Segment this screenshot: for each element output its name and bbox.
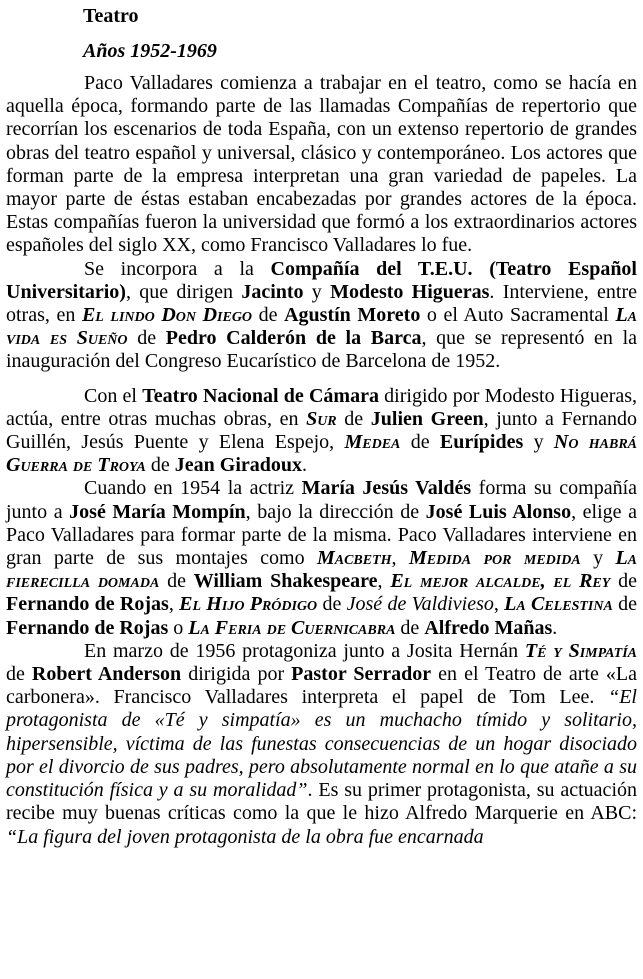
text-run: . Es su primer protagonista, su actuación recibe muy buenas críticas como la que le hizo Alfredo Marquerie en ABC: bbox=[6, 779, 637, 825]
bold-name: Julien Green bbox=[370, 407, 484, 430]
text-run: Se incorpora a la bbox=[84, 257, 271, 280]
text-run: , que se representó en la inauguración del Congreso Eucarístico de Barcelona de 1952. bbox=[6, 327, 638, 373]
text-run: de bbox=[145, 454, 175, 477]
text-run: de bbox=[127, 327, 166, 350]
paragraph-teu bbox=[6, 258, 637, 374]
text-run: de bbox=[159, 570, 194, 593]
text-run: . Interviene, entre otras, en bbox=[6, 280, 637, 327]
bold-name: William Shakespeare bbox=[193, 570, 378, 593]
work-title: El Hijo Pródigo bbox=[179, 593, 318, 616]
text-run: Paco Valladares comienza a trabajar en el teatro, como se hacía en aquella época, formando parte de las llamadas Compañías de repertorio que recorrían los escenarios de toda España, con un extenso repertorio de grandes obras del teatro español y universal, clásico y contemporáneo. Los actores que forman parte de la empresa interpretan una gran variedad de papeles. La mayor parte de éstas estaban encabezadas por grandes actores de la época. Estas compañías fueron la universidad que formó a los extraordinarios actores españoles del siglo XX, como Francisco Valladares lo fue. bbox=[6, 72, 637, 257]
text-run: , bbox=[391, 547, 409, 570]
bold-name: Modesto Higueras bbox=[330, 280, 490, 303]
text-run: dirigido por Modesto Higueras, actúa, entre otras muchas obras, en bbox=[6, 384, 638, 430]
bold-name: Jacinto bbox=[241, 280, 304, 303]
paragraph-intro bbox=[6, 72, 637, 258]
text-run: y bbox=[523, 431, 554, 454]
text-run: de bbox=[612, 593, 637, 616]
text-run: , bbox=[377, 570, 391, 593]
work-title: Macbeth bbox=[316, 547, 392, 570]
text-run: de bbox=[400, 431, 440, 454]
text-run: Con el bbox=[84, 384, 143, 407]
bold-name: José María Mompín bbox=[69, 500, 246, 523]
text-run: de bbox=[317, 593, 347, 616]
italic-text: José de Valdivieso bbox=[346, 593, 494, 616]
text-run: Cuando en 1954 la actriz bbox=[84, 477, 302, 500]
period-title: Años 1952-1969 bbox=[83, 40, 217, 62]
body-text bbox=[6, 72, 637, 849]
paragraph-compania-1954 bbox=[6, 477, 637, 639]
text-run: , elige a Paco Valladares para formar parte de la misma. Paco Valladares interviene en gran parte de sus montajes como bbox=[6, 500, 637, 570]
work-title: La Feria de Cuernicabra bbox=[188, 616, 396, 639]
bold-name: Alfredo Mañas bbox=[424, 616, 553, 639]
text-run: . bbox=[552, 616, 558, 639]
bold-name: José Luis Alonso bbox=[425, 500, 572, 523]
text-run: o bbox=[168, 616, 189, 639]
bold-name: Compañía del T.E.U. (Teatro Español Universitario) bbox=[6, 257, 637, 303]
text-run: , junto a Fernando Guillén, Jesús Puente y Elena Espejo, bbox=[6, 407, 637, 454]
work-title: No habrá Guerra de Troya bbox=[6, 431, 637, 477]
text-run: dirigida por bbox=[181, 663, 292, 686]
text-run: de bbox=[252, 304, 285, 327]
text-run: y bbox=[303, 280, 331, 303]
text-run: de bbox=[610, 570, 637, 593]
paragraph-teatro-nacional bbox=[6, 385, 637, 478]
text-run: . bbox=[302, 454, 308, 477]
work-title: Sur bbox=[306, 407, 337, 430]
text-run: de bbox=[6, 663, 32, 686]
text-run: , bbox=[168, 593, 180, 616]
work-title: El lindo Don Diego bbox=[81, 304, 253, 327]
bold-name: Jean Giradoux bbox=[174, 454, 303, 477]
work-title: Medida por medida bbox=[408, 547, 581, 570]
italic-text: “El protagonista de «Té y simpatía» es un muchacho tímido y solitario, hipersensible, víctima de las funestas consecuencias de un hogar disociado por el divorcio de sus padres, pero absolutamente normal en lo que atañe a su constitución física y a su moralidad” bbox=[6, 686, 637, 802]
bold-name: Eurípides bbox=[439, 431, 524, 454]
text-run: en el Teatro de arte «La carbonera». Francisco Valladares interpreta el papel de Tom Lee. bbox=[6, 663, 637, 709]
text-run: o el Auto Sacramental bbox=[420, 304, 616, 327]
bold-name: Robert Anderson bbox=[31, 663, 182, 686]
bold-name: Pastor Serrador bbox=[291, 663, 432, 686]
bold-name: Fernando de Rojas bbox=[6, 593, 169, 616]
text-run: de bbox=[336, 407, 371, 430]
work-title: Medea bbox=[344, 431, 401, 454]
text-run: En marzo de 1956 protagoniza junto a Josita Hernán bbox=[84, 639, 525, 662]
italic-text: “La figura del joven protagonista de la obra fue encarnada bbox=[6, 825, 484, 848]
text-run: , bbox=[493, 593, 505, 616]
bold-name: Agustín Moreto bbox=[284, 304, 421, 327]
work-title: El mejor alcalde, el Rey bbox=[390, 570, 611, 593]
work-title: La Celestina bbox=[504, 593, 613, 616]
text-run: , bajo la dirección de bbox=[245, 500, 426, 523]
bold-name: Fernando de Rojas bbox=[6, 616, 169, 639]
paragraph-te-y-simpatia bbox=[6, 640, 637, 849]
text-run: , que dirigen bbox=[125, 280, 242, 303]
bold-name: Pedro Calderón de la Barca bbox=[165, 327, 422, 350]
bold-name: Teatro Nacional de Cámara bbox=[142, 384, 379, 407]
text-run: de bbox=[395, 616, 425, 639]
work-title: La vida es Sueño bbox=[6, 304, 637, 350]
text-run: y bbox=[580, 547, 616, 570]
bold-name: María Jesús Valdés bbox=[301, 477, 472, 500]
work-title: La fierecilla domada bbox=[6, 547, 638, 593]
work-title: Té y Simpatía bbox=[524, 639, 638, 662]
section-title: Teatro bbox=[83, 5, 139, 27]
text-run: forma su compañía junto a bbox=[6, 477, 637, 523]
